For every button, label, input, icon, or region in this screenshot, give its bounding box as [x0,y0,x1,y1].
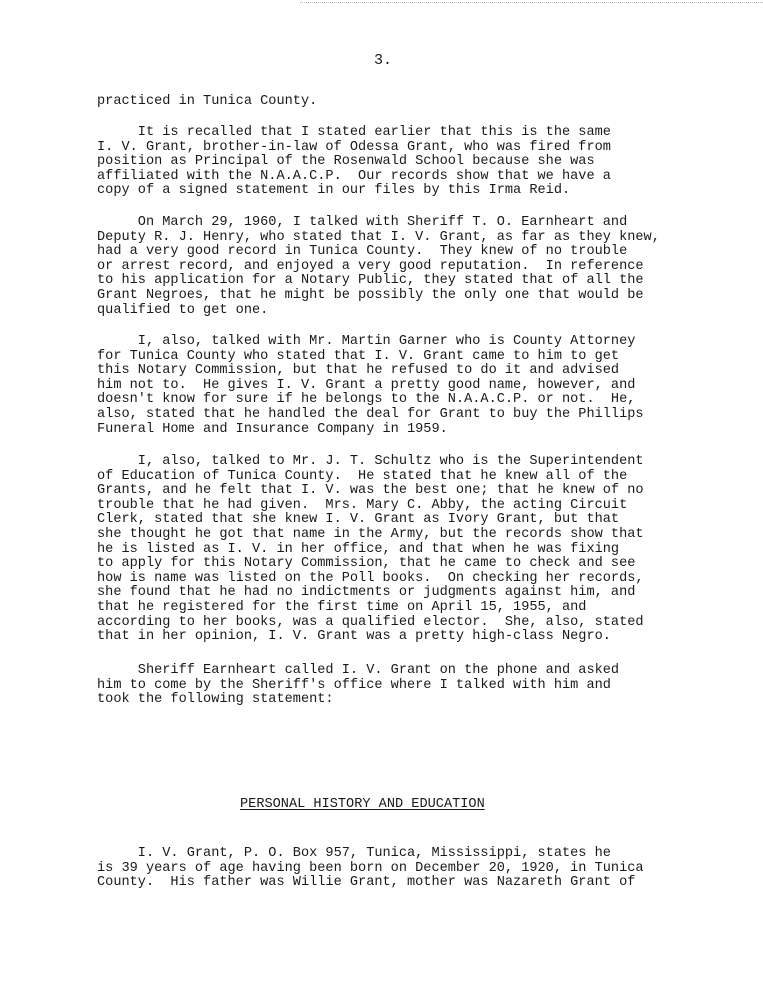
paragraph-3-line-5: to his application for a Notary Public, they stated that of all the [97,273,644,289]
section-line-1: I. V. Grant, P. O. Box 957, Tunica, Mississippi, states he [97,846,611,861]
paragraph-2-line-3: position as Principal of the Rosenwald School because she was [97,154,595,170]
paragraph-4-line-4: him not to. He gives I. V. Grant a pretty good name, however, and [97,377,636,393]
paragraph-4-line-2: for Tunica County who stated that I. V. Grant came to him to get [97,348,620,364]
paragraph-3-line-3: had a very good record in Tunica County. They knew of no trouble [97,244,628,260]
paragraph-5-line-4: trouble that he had given. Mrs. Mary C. Abby, the acting Circuit [97,497,628,513]
paragraph-4-line-5: doesn't know for sure if he belongs to the N.A.A.C.P. or not. He, [97,392,636,408]
paragraph-5-line-13: that in her opinion, I. V. Grant was a pretty high-class Negro. [97,629,611,645]
paragraph-2-line-5: copy of a signed statement in our files by this Irma Reid. [97,183,571,199]
paragraph-4-line-1: I, also, talked with Mr. Martin Garner who is County Attorney [97,334,636,349]
paragraph-6-line-2: him to come by the Sheriff's office where I talked with him and [97,677,611,693]
section-line-2: is 39 years of age having been born on December 20, 1920, in Tunica [97,860,644,876]
paragraph-5-line-5: Clerk, stated that she knew I. V. Grant as Ivory Grant, but that [97,512,620,528]
section-line-3: County. His father was Willie Grant, mother was Nazareth Grant of [97,875,636,891]
page-number: 3. [374,52,393,69]
paragraph-5-line-8: to apply for this Notary Commission, that he came to check and see [97,556,636,572]
paragraph-5-line-11: that he registered for the first time on April 15, 1955, and [97,600,587,615]
paragraph-6-line-3: took the following statement: [97,692,334,708]
paragraph-3-line-2: Deputy R. J. Henry, who stated that I. V. Grant, as far as they knew, [97,229,660,245]
paragraph-1-line-1: practiced in Tunica County. [97,94,318,109]
paragraph-3-line-7: qualified to get one. [97,302,269,318]
top-dotted-rule [300,2,763,3]
paragraph-5-line-3: Grants, and he felt that I. V. was the best one; that he knew of no [97,483,644,499]
paragraph-5-line-7: he is listed as I. V. in her office, and that when he was fixing [97,541,620,557]
paragraph-4-line-6: also, stated that he handled the deal for Grant to buy the Phillips [97,407,644,422]
paragraph-3-line-6: Grant Negroes, that he might be possibly the only one that would be [97,288,644,303]
paragraph-5-line-10: she found that he had no indictments or judgments against him, and [97,585,636,601]
paragraph-3-line-1: On March 29, 1960, I talked with Sheriff T. O. Earnheart and [97,215,628,230]
paragraph-5-line-9: how is name was listed on the Poll books. On checking her records, [97,570,644,586]
paragraph-3-line-4: or arrest record, and enjoyed a very good reputation. In reference [97,258,644,274]
paragraph-5-line-2: of Education of Tunica County. He stated that he knew all of the [97,468,628,484]
paragraph-6-line-1: Sheriff Earnheart called I. V. Grant on the phone and asked [97,663,620,678]
paragraph-4-line-7: Funeral Home and Insurance Company in 1959. [97,421,448,437]
paragraph-4-line-3: this Notary Commission, but that he refused to do it and advised [97,363,620,379]
paragraph-5-line-1: I, also, talked to Mr. J. T. Schultz who is the Superintendent [97,454,644,469]
paragraph-2-line-1: It is recalled that I stated earlier that this is the same [97,125,611,140]
paragraph-2-line-2: I. V. Grant, brother-in-law of Odessa Grant, who was fired from [97,139,611,155]
section-heading: PERSONAL HISTORY AND EDUCATION [240,797,485,812]
paragraph-5-line-12: according to her books, was a qualified elector. She, also, stated [97,614,644,630]
paragraph-5-line-6: she thought he got that name in the Army, but the records show that [97,527,644,542]
paragraph-2-line-4: affiliated with the N.A.A.C.P. Our records show that we have a [97,168,611,184]
